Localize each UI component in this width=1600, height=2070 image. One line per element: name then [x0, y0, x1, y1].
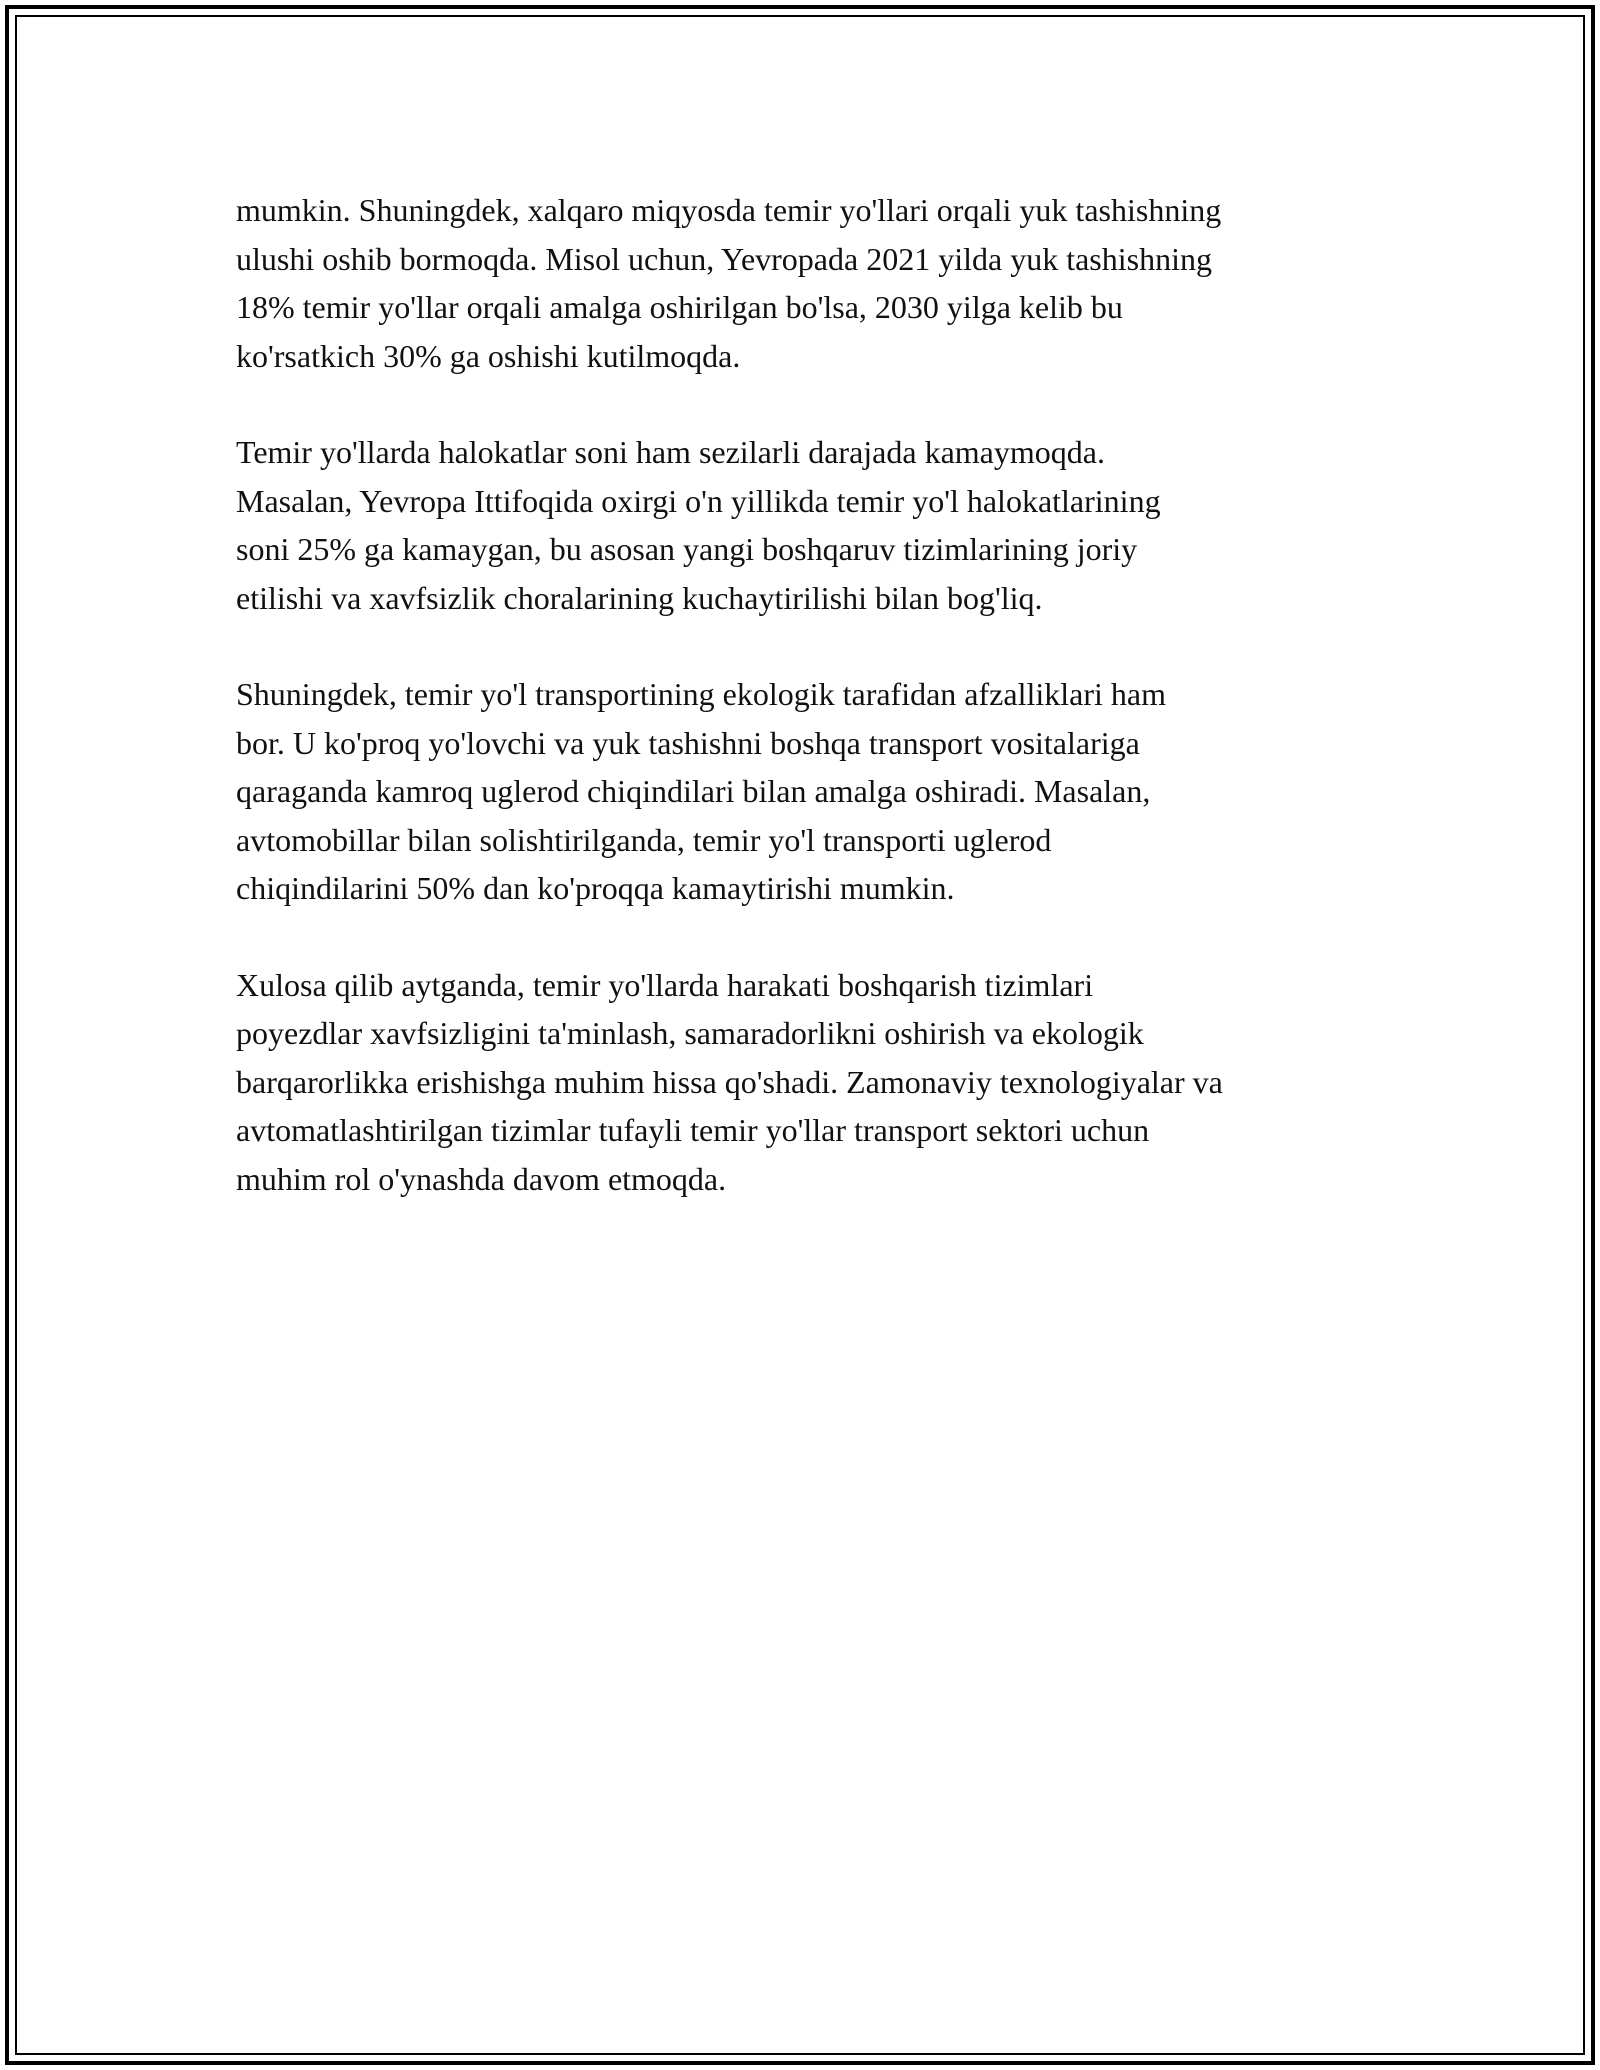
- paragraph-line: mumkin. Shuningdek, xalqaro miqyosda temir yo'llari orqali yuk tashishning: [236, 192, 1222, 228]
- paragraph-line: chiqindilarini 50% dan ko'proqqa kamaytirishi mumkin.: [236, 870, 955, 906]
- paragraph-line: 18% temir yo'llar orqali amalga oshirilgan bo'lsa, 2030 yilga kelib bu: [236, 289, 1123, 325]
- paragraph-ecology: [236, 670, 1386, 913]
- paragraph-line: Shuningdek, temir yo'l transportining ekologik tarafidan afzalliklari ham: [236, 676, 1166, 712]
- paragraph-line: soni 25% ga kamaygan, bu asosan yangi boshqaruv tizimlarining joriy: [236, 531, 1138, 567]
- paragraph-line: Temir yo'llarda halokatlar soni ham sezilarli darajada kamaymoqda.: [236, 434, 1105, 470]
- paragraph-accidents: [236, 428, 1386, 622]
- paragraph-line: barqarorlikka erishishga muhim hissa qo'shadi. Zamonaviy texnologiyalar va: [236, 1063, 1223, 1100]
- paragraph-conclusion: [236, 961, 1386, 1204]
- paragraph-line: poyezdlar xavfsizligini ta'minlash, samaradorlikni oshirish va ekologik: [236, 1015, 1144, 1051]
- paragraph-freight-share: [236, 186, 1386, 380]
- paragraph-line: avtomobillar bilan solishtirilganda, temir yo'l transporti uglerod: [236, 821, 1052, 858]
- paragraph-line: Masalan, Yevropa Ittifoqida oxirgi o'n yillikda temir yo'l halokatlarining: [236, 482, 1161, 519]
- paragraph-line: bor. U ko'proq yo'lovchi va yuk tashishni boshqa transport vositalariga: [236, 724, 1140, 761]
- paragraph-line: ulushi oshib bormoqda. Misol uchun, Yevropada 2021 yilda yuk tashishning: [236, 240, 1212, 277]
- paragraph-line: etilishi va xavfsizlik choralarining kuchaytirilishi bilan bog'liq.: [236, 579, 1043, 616]
- paragraph-line: qaraganda kamroq uglerod chiqindilari bilan amalga oshiradi. Masalan,: [236, 773, 1151, 809]
- paragraph-line: muhim rol o'ynashda davom etmoqda.: [236, 1160, 727, 1197]
- paragraph-line: Xulosa qilib aytganda, temir yo'llarda harakati boshqarish tizimlari: [236, 966, 1094, 1003]
- paragraph-line: ko'rsatkich 30% ga oshishi kutilmoqda.: [236, 337, 741, 374]
- document-body: [236, 186, 1386, 1251]
- paragraph-line: avtomatlashtirilgan tizimlar tufayli temir yo'llar transport sektori uchun: [236, 1112, 1150, 1148]
